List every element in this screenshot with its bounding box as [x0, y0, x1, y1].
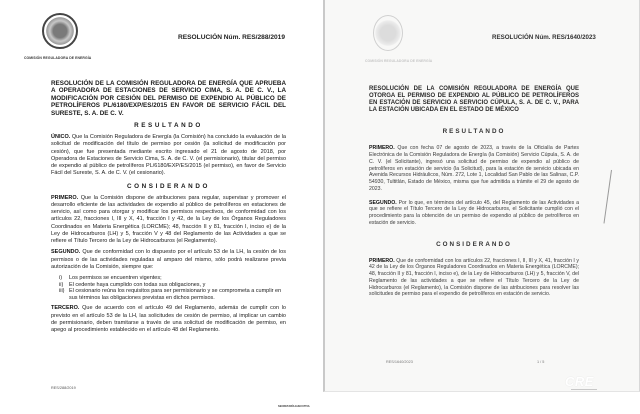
- section-heading-resultando: RESULTANDO: [134, 122, 203, 130]
- footer-reference: RES/1640/2023: [386, 360, 413, 364]
- paragraph-text: Que de acuerdo con el artículo 49 del Reglamento, además de cumplir con lo previsto en el artículo 53 de la LH, las solicitudes de cesión de permiso, al implicar un cambio de permisionario, deben tramitarse a través de una solicitud de modificación de permiso, en apego al procedimiento establecido en el artículo 48 del Reglamento.: [51, 305, 286, 334]
- watermark-underline: [571, 389, 597, 390]
- paragraph-label: PRIMERO.: [51, 194, 79, 201]
- section-heading-considerando: CONSIDERANDO: [436, 240, 512, 248]
- paragraph-label: PRIMERO.: [369, 257, 395, 264]
- paragraph-label: PRIMERO.: [369, 145, 395, 152]
- national-seal-icon: [42, 13, 78, 49]
- signature-caption: SECRETARÍA EJECUTIVA: [278, 405, 310, 408]
- paragraph-segundo: [51, 249, 286, 271]
- paragraph-label: ÚNICO.: [51, 134, 71, 141]
- section-heading-considerando: CONSIDERANDO: [127, 182, 210, 190]
- agency-name: COMISIÓN REGULADORA DE ENERGÍA: [24, 56, 92, 60]
- list-item: [59, 288, 286, 301]
- document-body: [51, 80, 286, 338]
- resolution-number: RESOLUCIÓN Núm. RES/1640/2023: [492, 34, 596, 41]
- paragraph-considerando-primero: [369, 258, 579, 299]
- document-title: RESOLUCIÓN DE LA COMISIÓN REGULADORA DE ENERGÍA QUE OTORGA EL PERMISO DE EXPENDIO AL PÚBLICO DE PETROLÍFEROS EN ESTACIÓN DE SERVICIO A SERVICIO CÚPULA, S. A. DE C. V., PARA LA ESTACIÓN UBICADA EN EL ESTADO DE MÉXICO: [369, 86, 579, 114]
- document-title: RESOLUCIÓN DE LA COMISIÓN REGULADORA DE ENERGÍA QUE APRUEBA A OPERADORA DE ESTACIONES DE SERVICIO CIMA, S. A. DE C. V., LA MODIFICACIÓN POR CESIÓN DEL PERMISO DE EXPENDIO AL PÚBLICO DE PETROLÍFEROS PL/6180/EXP/ES/2015 EN FAVOR DE SERVICIO FÁCIL DEL SURESTE, S. A. DE C. V.: [51, 80, 286, 117]
- paragraph-tercero: [51, 305, 286, 334]
- paragraph-label: SEGUNDO.: [369, 199, 397, 206]
- list-item-text: El cedente haya cumplido con todas sus obligaciones, y: [69, 281, 206, 288]
- list-item-text: Los permisos se encuentren vigentes;: [69, 275, 162, 282]
- agency-name: COMISIÓN REGULADORA DE ENERGÍA: [365, 59, 433, 63]
- document-page-res-1640-2023: [323, 0, 640, 392]
- cre-watermark-logo: CRE: [565, 374, 594, 389]
- page-number: 1 / 5: [537, 360, 545, 364]
- paragraph-label: SEGUNDO.: [51, 249, 81, 256]
- footer-reference: RES/288/2019: [51, 386, 76, 390]
- paragraph-label: TERCERO.: [51, 305, 80, 312]
- paragraph-text: Que de conformidad con los artículos 22, fracciones I, II, III y X, 41, fracción I y 42 de la Ley de los Órganos Reguladores Coordinados en Materia Energética (LORCME); 48, fracción II y 81, fracción I, inciso e), de la Ley de Hidrocarburos (LH) y 5, fracción V, del Reglamento de las actividades a que se refiere el Título Tercero de la Ley de Hidrocarburos (el Reglamento), la Comisión dispone de las atribuciones para resolver las solicitudes de permiso para el expendio de petrolíferos en estación de servicio.: [369, 257, 579, 298]
- paragraph-text: Que de conformidad con lo dispuesto por el artículo 53 de la LH, la cesión de los permisos o de las actividades reguladas al amparo del mismo, sólo podrá realizarse previa autorización de la Comisión, siempre que:: [51, 249, 286, 270]
- paragraph-text: Que la Comisión dispone de atribuciones para regular, supervisar y promover el desarrollo eficiente de las actividades de expendio al público de petrolíferos en estaciones de servicio, así como para otorgar y modificar los permisos respectivos, de conformidad con los artículos 22, fracciones I, III y X, 41, fracción I y 42, de la Ley de los Órganos Reguladores Coordinados en Materia Energética (LORCME); 48, fracción II y 81, fracción I, inciso e) de la Ley de Hidrocarburos (LH) y 5, fracción V y 48 del Reglamento de las Actividades a que se refiere el Título Tercero de la Ley de Hidrocarburos (el Reglamento).: [51, 194, 286, 245]
- conditions-list: [59, 275, 286, 301]
- document-body: [369, 86, 579, 305]
- paragraph-unico: [51, 134, 286, 178]
- paragraph-primero: [369, 145, 579, 192]
- paragraph-text: Que la Comisión Reguladora de Energía (la Comisión) ha concluido la evaluación de la solicitud de modificación del título de permiso por cesión (la solicitud de modificación por cesión), que fue presentada mediante escrito ingresado el 21 de agosto de 2018, por Operadora de Estaciones de Servicio Cima, S. A. de C. V. (el permisionario), titular del permiso de expendio al público de petrolíferos PL/6180/EXP/ES/2015 (el permiso), en favor de Servicio Fácil del Sureste, S. A. de C. V. (el cesionario).: [51, 134, 286, 177]
- national-seal-icon: [373, 15, 403, 51]
- paragraph-segundo: [369, 200, 579, 227]
- list-item: [59, 282, 286, 289]
- list-item-number: i): [59, 275, 63, 282]
- list-item-text: El cesionario reúna los requisitos para ser permisionario y se comprometa a cumplir en sus términos las obligaciones previstas en dichos permisos.: [69, 288, 282, 301]
- paragraph-primero: [51, 195, 286, 246]
- list-item: [59, 275, 286, 282]
- section-heading-resultando: RESULTANDO: [442, 128, 506, 136]
- resolution-number: RESOLUCIÓN Núm. RES/288/2019: [178, 34, 286, 41]
- paragraph-text: Por lo que, en términos del artículo 45, del Reglamento de las Actividades a que se refiere el Título Tercero de la Ley de Hidrocarburos, el Solicitante cumplió con el procedimiento para la obtención de un permiso de expendio al público de petrolíferos en estación de servicio.: [369, 199, 579, 226]
- signature-mark-icon: [603, 170, 612, 224]
- list-item-number: ii): [59, 281, 64, 288]
- paragraph-text: Que con fecha 07 de agosto de 2023, a través de la Oficialía de Partes Electrónica de la Comisión Reguladora de Energía (la Comisión) Servicio Cúpula, S. A. de C. V. (el Solicitante), ingresó una solicitud de permiso de expendio al público de petrolíferos en estación de servicio (la Solicitud), para la estación de servicio ubicada en Avenida Recursos Hidráulicos, Núm. 272, Lote 1, Localidad San Pablo de las Salinas, C.P. 54930, Tultitlán, Estado de México, misma que fue admitida a trámite el 29 de agosto de 2023.: [369, 145, 579, 192]
- list-item-number: iii): [59, 288, 65, 295]
